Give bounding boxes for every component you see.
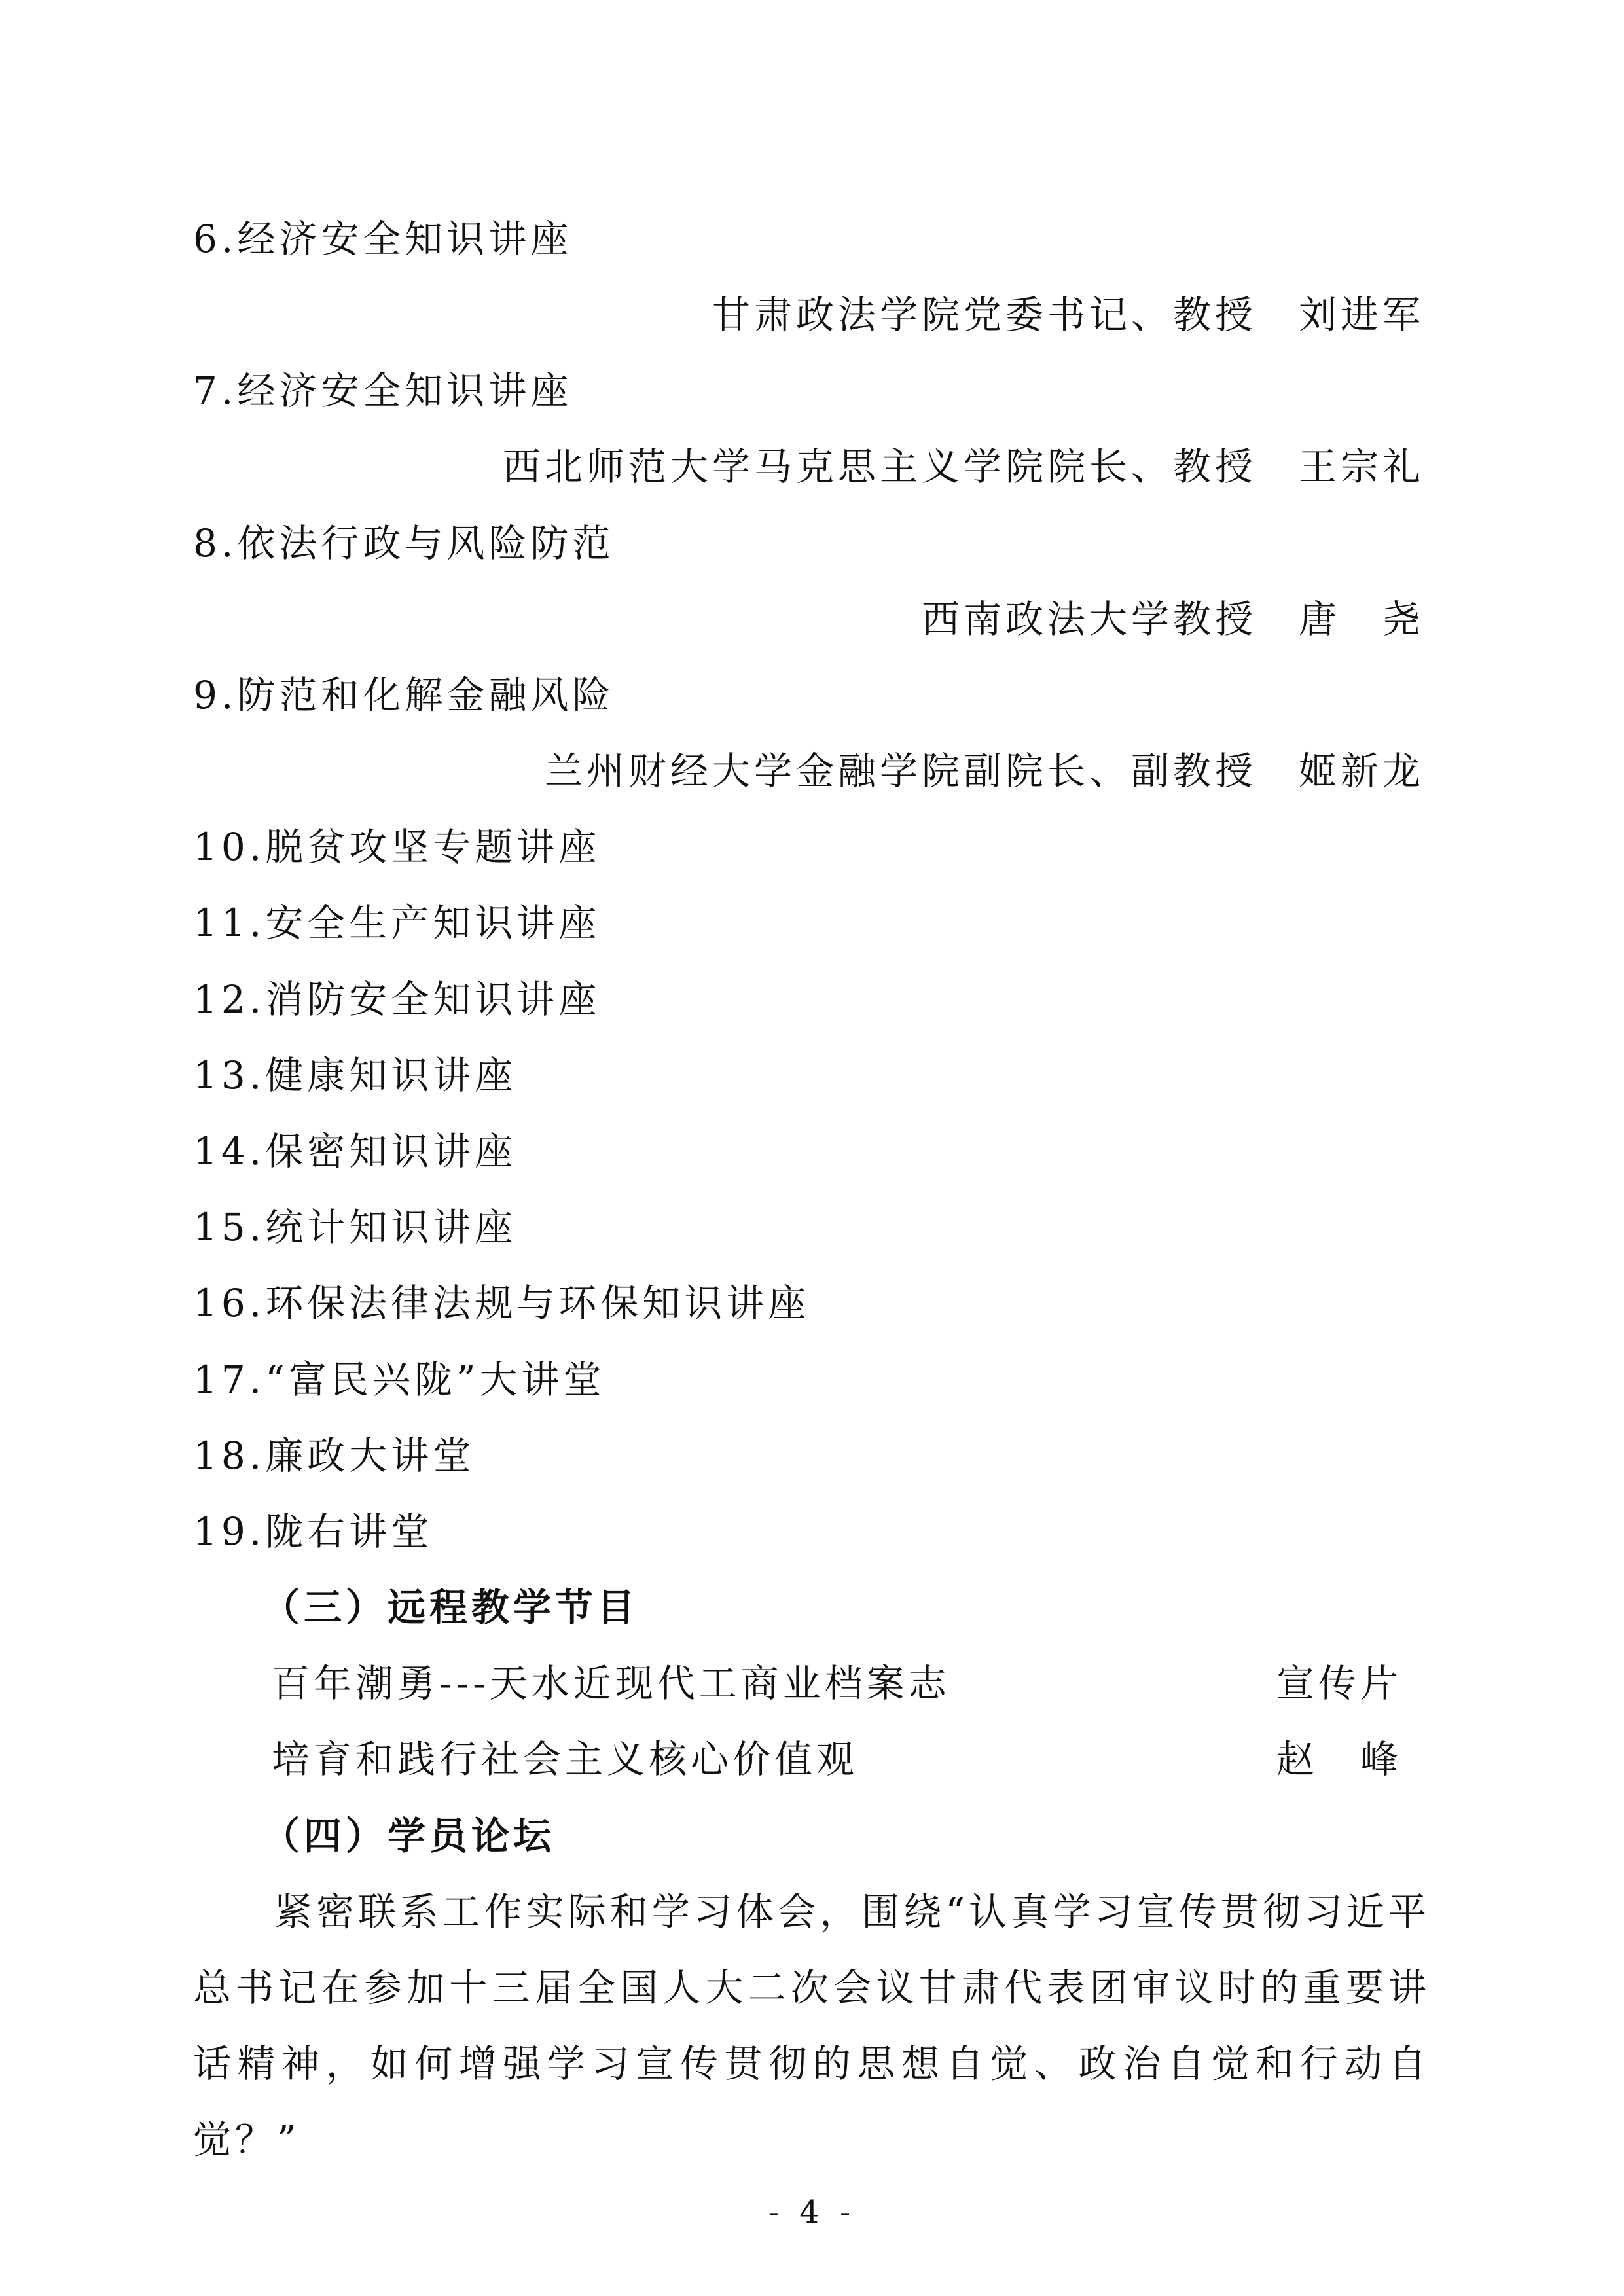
lecture-title-19: 19.陇右讲堂 [193, 1509, 433, 1554]
lecture-title-12: 12.消防安全知识讲座 [193, 977, 601, 1022]
forum-paragraph: 紧密联系工作实际和学习体会，围绕“认真学习宣传贯彻习近平总书记在参加十三届全国人大二次会议甘肃代表团审议时的重要讲话精神，如何增强学习宣传贯彻的思想自觉、政治自觉和行动自觉？” [193, 1890, 1430, 2162]
lecture-title-15: 15.统计知识讲座 [193, 1205, 517, 1249]
lecture-speaker-8: 西南政法大学教授 唐 尧 [921, 597, 1424, 641]
lecture-title-11: 11.安全生产知识讲座 [193, 901, 601, 945]
lecture-title-13: 13.健康知识讲座 [193, 1053, 517, 1098]
lecture-title-7: 7.经济安全知识讲座 [193, 368, 573, 413]
lecture-title-8: 8.依法行政与风险防范 [193, 521, 615, 565]
section-heading-remote-programs: （三）远程教学节目 [262, 1585, 640, 1630]
page-number: - 4 - [768, 2194, 856, 2231]
program-note-2: 赵 峰 [1276, 1737, 1403, 1782]
program-name-2: 培育和践行社会主义核心价值观 [272, 1737, 859, 1782]
lecture-title-17: 17.“富民兴陇”大讲堂 [193, 1357, 605, 1402]
section-heading-student-forum: （四）学员论坛 [262, 1814, 556, 1858]
lecture-speaker-6: 甘肃政法学院党委书记、教授 刘进军 [712, 293, 1424, 337]
lecture-speaker-9: 兰州财经大学金融学院副院长、副教授 姬新龙 [544, 749, 1424, 793]
lecture-title-6: 6.经济安全知识讲座 [193, 217, 573, 261]
program-note-1: 宣传片 [1276, 1661, 1403, 1706]
lecture-title-10: 10.脱贫攻坚专题讲座 [193, 825, 601, 869]
lecture-title-18: 18.廉政大讲堂 [193, 1433, 475, 1478]
program-name-1: 百年潮勇---天水近现代工商业档案志 [272, 1661, 950, 1706]
lecture-title-9: 9.防范和化解金融风险 [193, 673, 615, 717]
lecture-title-14: 14.保密知识讲座 [193, 1129, 517, 1174]
lecture-speaker-7: 西北师范大学马克思主义学院院长、教授 王宗礼 [502, 444, 1424, 489]
lecture-title-16: 16.环保法律法规与环保知识讲座 [193, 1281, 810, 1325]
